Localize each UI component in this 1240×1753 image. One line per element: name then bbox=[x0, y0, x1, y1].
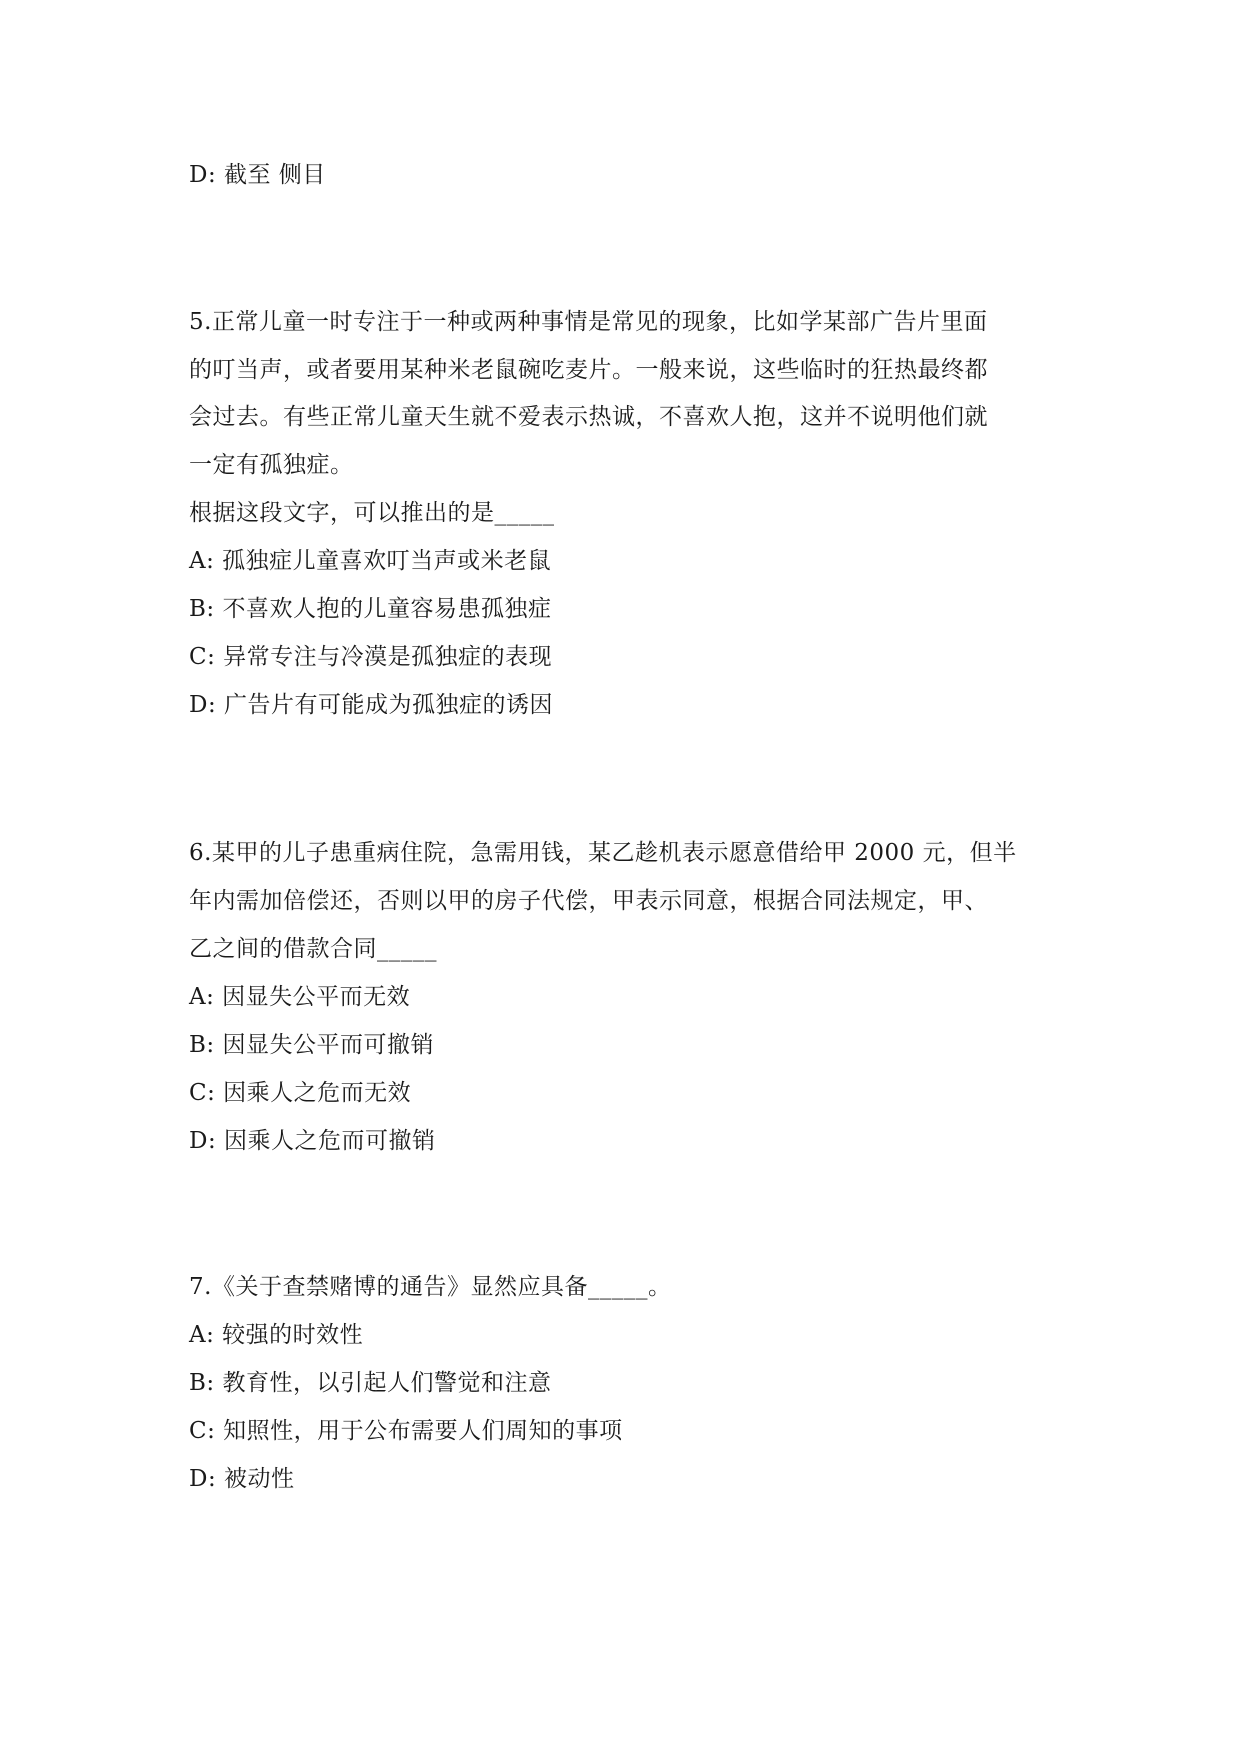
q7-option-a: A: 较强的时效性 bbox=[189, 1322, 364, 1348]
q5-stem-line-2: 的叮当声，或者要用某种米老鼠碗吃麦片。一般来说，这些临时的狂热最终都 bbox=[189, 357, 988, 383]
q5-option-d: D: 广告片有可能成为孤独症的诱因 bbox=[189, 692, 554, 718]
q5-stem-line-3: 会过去。有些正常儿童天生就不爱表示热诚，不喜欢人抱，这并不说明他们就 bbox=[189, 404, 988, 430]
q6-option-d: D: 因乘人之危而可撤销 bbox=[189, 1128, 436, 1154]
q4-option-d: D: 截至 侧目 bbox=[189, 162, 326, 188]
q6-stem-line-2: 年内需加倍偿还，否则以甲的房子代偿，甲表示同意，根据合同法规定，甲、 bbox=[189, 888, 988, 914]
q7-option-b: B: 教育性，以引起人们警觉和注意 bbox=[189, 1370, 552, 1396]
q7-stem: 7.《关于查禁赌博的通告》显然应具备_____。 bbox=[189, 1274, 672, 1300]
q7-option-d: D: 被动性 bbox=[189, 1466, 295, 1492]
q7-option-c: C: 知照性，用于公布需要人们周知的事项 bbox=[189, 1418, 623, 1444]
q6-stem-line-1: 6.某甲的儿子患重病住院，急需用钱，某乙趁机表示愿意借给甲 2000 元，但半 bbox=[189, 840, 1017, 866]
q5-prompt: 根据这段文字，可以推出的是_____ bbox=[189, 500, 555, 526]
q6-option-c: C: 因乘人之危而无效 bbox=[189, 1080, 412, 1106]
q5-option-a: A: 孤独症儿童喜欢叮当声或米老鼠 bbox=[189, 548, 552, 574]
q6-option-a: A: 因显失公平而无效 bbox=[189, 984, 411, 1010]
q5-option-c: C: 异常专注与冷漠是孤独症的表现 bbox=[189, 644, 553, 670]
q5-option-b: B: 不喜欢人抱的儿童容易患孤独症 bbox=[189, 596, 552, 622]
q6-stem-line-3: 乙之间的借款合同_____ bbox=[189, 936, 437, 962]
q6-option-b: B: 因显失公平而可撤销 bbox=[189, 1032, 434, 1058]
q5-stem-line-4: 一定有孤独症。 bbox=[189, 452, 354, 478]
q5-stem-line-1: 5.正常儿童一时专注于一种或两种事情是常见的现象，比如学某部广告片里面 bbox=[189, 309, 988, 335]
